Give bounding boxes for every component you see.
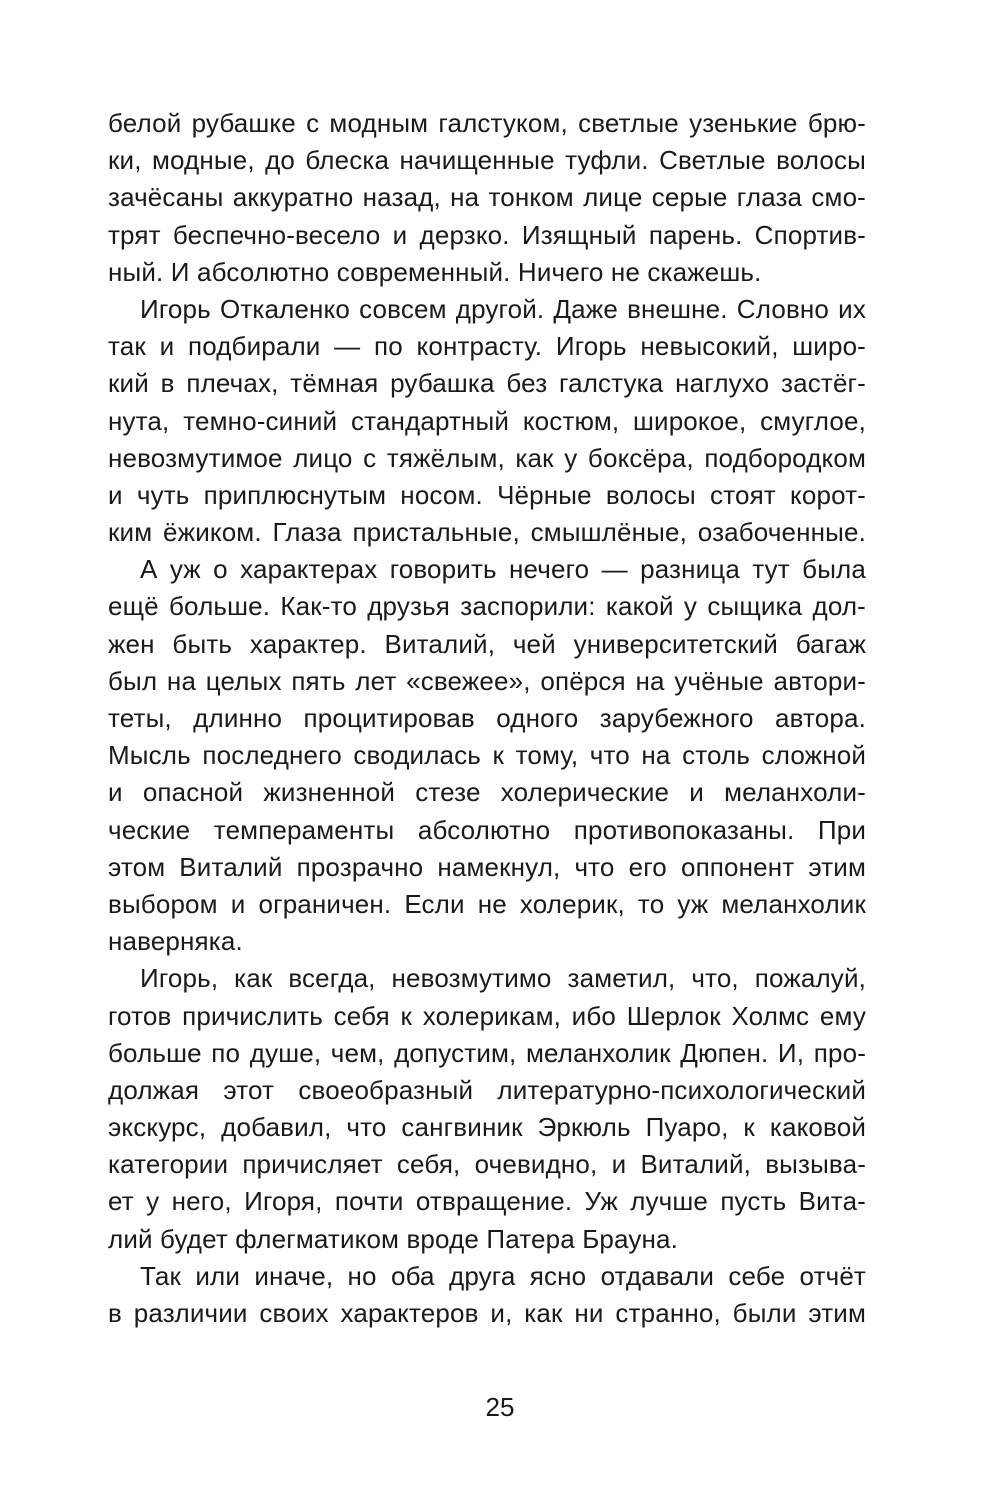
text-line: этом Виталий прозрачно намекнул, что его оппонент этим bbox=[108, 851, 866, 882]
text-line: Мысль последнего сводилась к тому, что на столь сложной bbox=[108, 740, 866, 771]
text-line: Игорь Откаленко совсем другой. Даже внешне. Словно их bbox=[140, 293, 866, 324]
text-line: ческие темпераменты абсолютно противопоказаны. При bbox=[108, 814, 866, 845]
text-line: лий будет флегматиком вроде Патера Брауна. bbox=[108, 1223, 678, 1254]
text-line: жен быть характер. Виталий, чей университетский багаж bbox=[108, 628, 866, 659]
text-line: готов причислить себя к холерикам, ибо Шерлок Холмс ему bbox=[108, 1000, 866, 1031]
text-line: ки, модные, до блеска начищенные туфли. Светлые волосы bbox=[108, 145, 866, 176]
text-line: Так или иначе, но оба друга ясно отдавали себе отчёт bbox=[140, 1260, 866, 1291]
text-line: белой рубашке с модным галстуком, светлые узенькие брю- bbox=[108, 108, 866, 138]
text-line: ет у него, Игоря, почти отвращение. Уж лучше пусть Вита- bbox=[108, 1186, 866, 1217]
text-line: ный. И абсолютно современный. Ничего не скажешь. bbox=[108, 256, 762, 287]
text-line: ким ёжиком. Глаза пристальные, смышлёные, озабоченные. bbox=[108, 517, 866, 548]
text-line: нута, темно-синий стандартный костюм, широкое, смуглое, bbox=[108, 405, 866, 436]
text-line: экскурс, добавил, что сангвиник Эркюль Пуаро, к каковой bbox=[108, 1112, 866, 1143]
text-line: и опасной жизненной стезе холерические и меланхоли- bbox=[108, 777, 866, 808]
text-line: и чуть приплюснутым носом. Чёрные волосы стоят корот- bbox=[108, 479, 866, 510]
text-line: Игорь, как всегда, невозмутимо заметил, что, пожалуй, bbox=[140, 963, 866, 994]
text-line: трят беспечно-весело и дерзко. Изящный парень. Спортив- bbox=[108, 219, 866, 250]
text-line: А уж о характерах говорить нечего — разница тут была bbox=[140, 554, 866, 585]
body-text bbox=[108, 105, 866, 1332]
text-line: невозмутимое лицо с тяжёлым, как у боксёра, подбородком bbox=[108, 442, 866, 473]
text-line: наверняка. bbox=[108, 926, 243, 957]
page-number: 25 bbox=[485, 1392, 515, 1422]
text-line: кий в плечах, тёмная рубашка без галстука наглухо застёг- bbox=[108, 368, 866, 399]
text-line: должая этот своеобразный литературно-психологический bbox=[108, 1074, 866, 1105]
text-line: так и подбирали — по контрасту. Игорь невысокий, широ- bbox=[108, 331, 866, 362]
text-line: больше по душе, чем, допустим, меланхолик Дюпен. И, про- bbox=[108, 1037, 866, 1068]
text-line: категории причисляет себя, очевидно, и Виталий, вызыва- bbox=[108, 1149, 866, 1180]
text-line: ещё больше. Как-то друзья заспорили: какой у сыщика дол- bbox=[108, 591, 866, 622]
text-line: зачёсаны аккуратно назад, на тонком лице серые глаза смо- bbox=[108, 182, 866, 213]
text-line: был на целых пять лет «свежее», опёрся на учёные автори- bbox=[108, 665, 866, 696]
text-line: теты, длинно процитировав одного зарубежного автора. bbox=[108, 703, 866, 733]
text-line: в различии своих характеров и, как ни странно, были этим bbox=[108, 1298, 866, 1328]
text-line: выбором и ограничен. Если не холерик, то уж меланхолик bbox=[108, 888, 866, 919]
